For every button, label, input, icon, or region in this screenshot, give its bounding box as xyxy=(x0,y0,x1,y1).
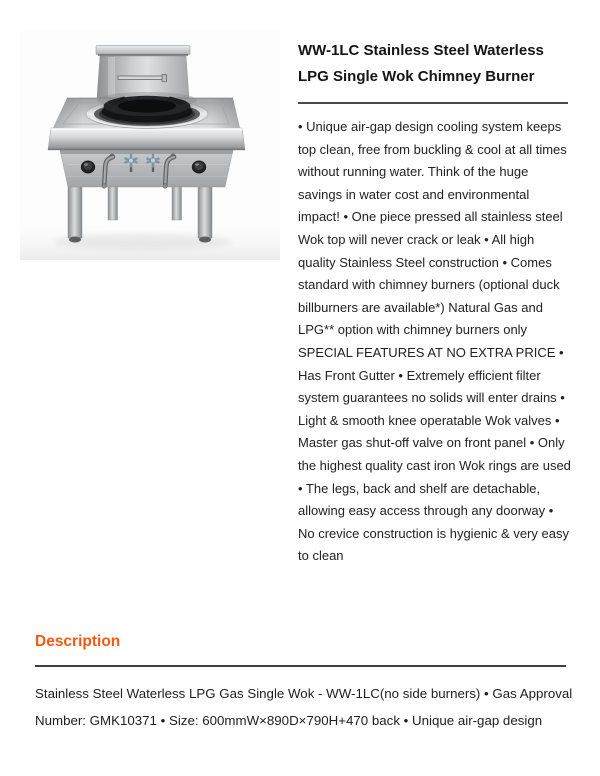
wok-burner-illustration xyxy=(20,30,280,260)
leg-foot xyxy=(69,237,81,243)
right-gas-knob xyxy=(192,161,206,174)
chimney-handle xyxy=(118,76,165,80)
product-features-text: • Unique air-gap design cooling system keeps top clean, free from buckling & cool at all times without running water. Think of the huge savings in water cost and environmental impact! • One piece pressed all stainless steel Wok top will never crack or leak • All high quality Stainless Steel construction • Comes standard with chimney burners (optional duck billburners are available*) Natural Gas and LPG** option with chimney burners only SPECIAL FEATURES AT NO EXTRA PRICE • Has Front Gutter • Extremely efficient filter system guarantees no solids will enter drains • Light & smooth knee operatable Wok valves • Master gas shut-off valve on front panel • Only the highest quality cast iron Wok rings are used • The legs, back and shelf are detachable, allowing easy access through any doorway • No crevice construction is hygienic & very easy to clean xyxy=(298,119,571,564)
leg-foot xyxy=(199,237,211,243)
chimney-duct xyxy=(96,46,190,99)
left-gas-knob xyxy=(81,161,95,174)
description-tab-heading[interactable]: Description xyxy=(35,633,121,650)
title-divider xyxy=(298,102,568,104)
product-title: WW-1LC Stainless Steel Waterless LPG Single Wok Chimney Burner xyxy=(298,42,544,85)
product-image[interactable] xyxy=(20,30,280,260)
description-section xyxy=(35,633,575,734)
description-divider xyxy=(35,665,566,667)
wok-ring-burner xyxy=(86,92,208,129)
description-text: Stainless Steel Waterless LPG Gas Single Wok - WW-1LC(no side burners) • Gas Approval Number: GMK10371 • Size: 600mmW×890D×790H+470 back • Unique air-gap design xyxy=(35,686,573,728)
product-summary xyxy=(298,38,572,568)
front-gutter-band xyxy=(48,128,245,150)
